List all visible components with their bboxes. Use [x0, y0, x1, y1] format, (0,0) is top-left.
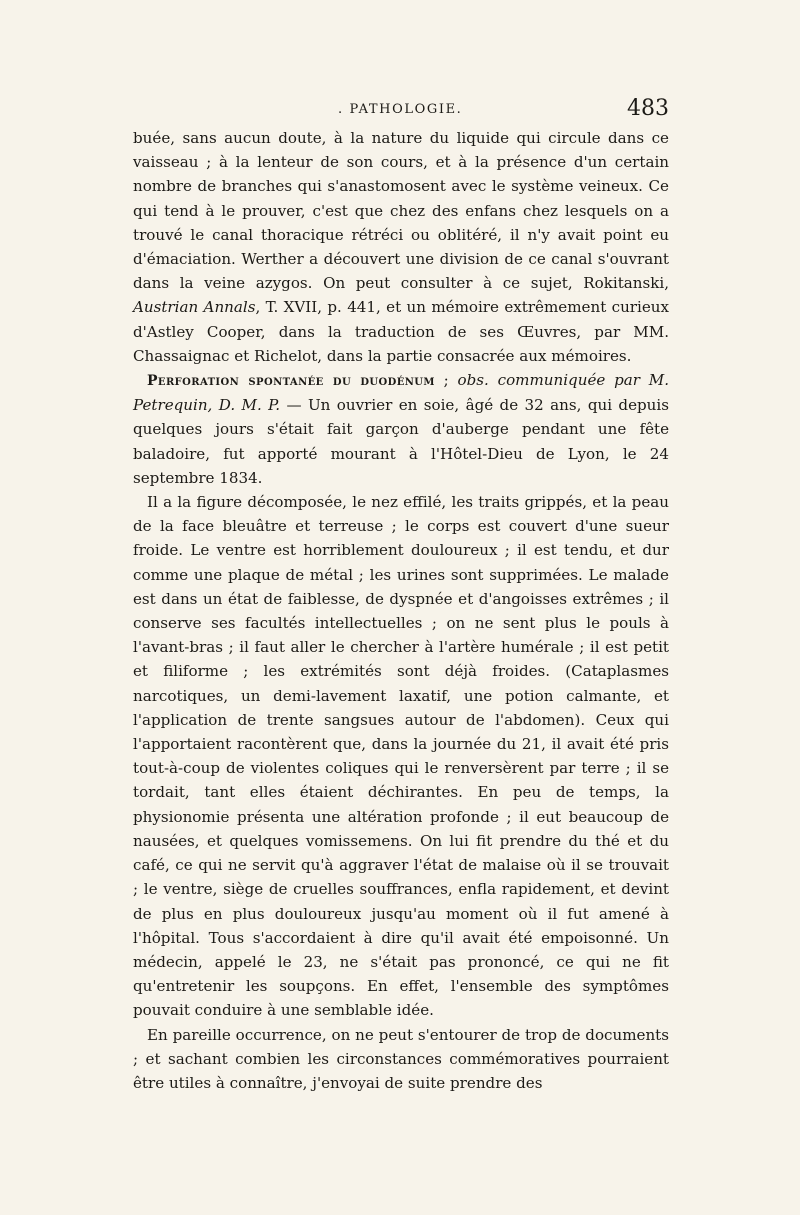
paragraph-text: — Un ouvrier en soie, âgé de 32 ans, qui depuis quelques jours s'était fait garçon d'auberge pendant une fête baladoire, fut apporté mourant à l'Hôtel-Dieu de Lyon, le 24 septembre 1834. [133, 396, 669, 487]
case-heading: Perforation spontanée du duodénum [147, 373, 435, 390]
page-body [133, 126, 669, 1095]
case-attribution: obs. communiquée par M. Petrequin, D. M. P. [133, 371, 669, 415]
paragraph: Il a la figure décomposée, le nez effilé, les traits grippés, et la peau de la face bleuâtre et terreuse ; le corps est couvert d'une sueur froide. Le ventre est horriblement douloureux ; il est tendu, et dur comme une plaque de métal ; les urines sont supprimées. Le malade est dans un état de faiblesse, de dyspnée et d'angoisses extrêmes ; il conserve ses facultés intellectuelles ; on ne sent plus le pouls à l'avant-bras ; il faut aller le chercher à l'artère humérale ; il est petit et filiforme ; les extrémités sont déjà froides. (Cataplasmes narcotiques, un demi-lavement laxatif, une potion calmante, et l'application de trente sangsues autour de l'abdomen). Ceux qui l'apportaient racontèrent que, dans la journée du 21, il avait été pris tout-à-coup de violentes coliques qui le renversèrent par terre ; il se tordait, tant elles étaient déchirantes. En peu de temps, la physionomie présenta une altération profonde ; il eut beaucoup de nausées, et quelques vomissemens. On lui fit prendre du thé et du café, ce qui ne servit qu'à aggraver l'état de malaise où il se trouvait ; le ventre, siège de cruelles souffrances, enfla rapidement, et devint de plus en plus douloureux jusqu'au moment où il fut amené à l'hôpital. Tous s'accordaient à dire qu'il avait été empoisonné. Un médecin, appelé le 23, ne s'était pas prononcé, ce qui ne fit qu'entretenir les soupçons. En effet, l'ensemble des symptômes pouvait conduire à une semblable idée. [133, 493, 669, 1020]
page-header [133, 98, 669, 128]
heading-separator: ; [434, 371, 458, 390]
paragraph-text: , T. XVII, p. 441, et un mémoire extrêmement curieux d'Astley Cooper, dans la traduction de ses Œuvres, par MM. Chassaignac et Richelot, dans la partie consacrée aux mémoires. [133, 298, 669, 365]
page-number: 483 [627, 96, 669, 121]
running-title: . PATHOLOGIE. [338, 102, 463, 117]
paragraph-continuation [133, 126, 669, 368]
paragraph-text: buée, sans aucun doute, à la nature du liquide qui circule dans ce vaisseau ; à la lenteur de son cours, et à la présence d'un certain nombre de branches qui s'anastomosent avec le système veineux. Ce qui tend à le prouver, c'est que chez des enfans chez lesquels on a trouvé le canal thoracique rétréci ou oblitéré, il n'y avait point eu d'émaciation. Werther a découvert une division de ce canal s'ouvrant dans la veine azygos. On peut consulter à ce sujet, Rokitanski, [133, 129, 669, 293]
paragraph: En pareille occurrence, on ne peut s'entourer de trop de documents ; et sachant combien les circonstances commémoratives pourraient être utiles à connaître, j'envoyai de suite prendre des [133, 1025, 669, 1092]
case-report-paragraph [133, 368, 669, 490]
journal-title: Austrian Annals [133, 298, 256, 317]
